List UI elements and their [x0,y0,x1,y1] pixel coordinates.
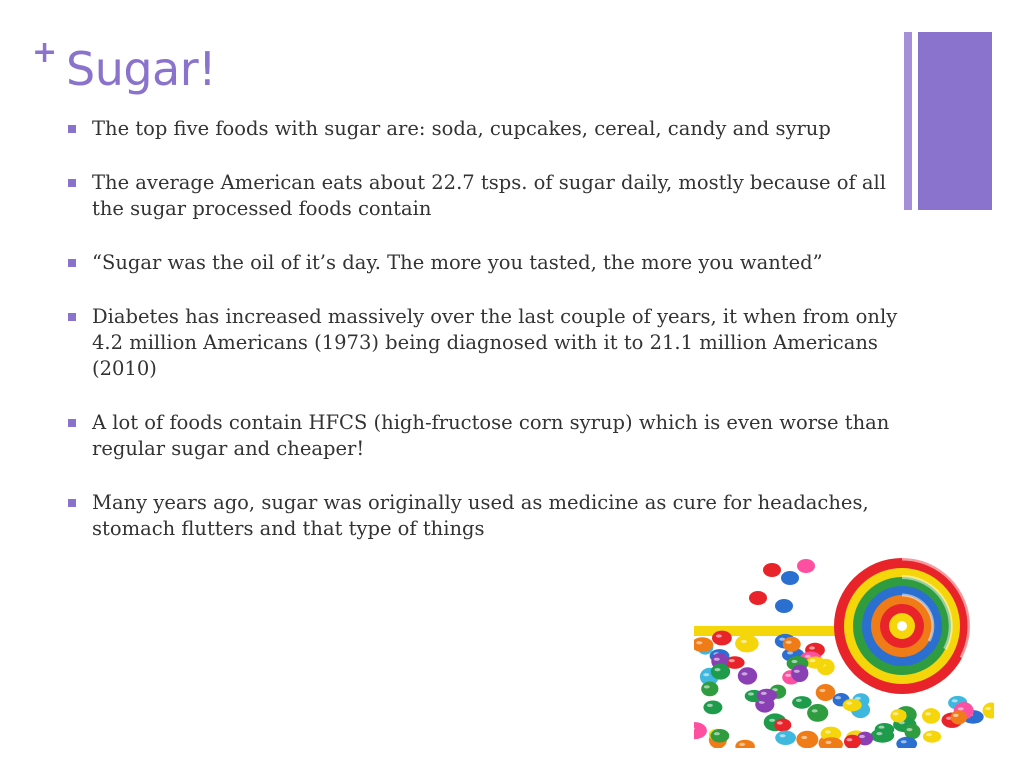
bullet-item [68,490,898,542]
candy-piece [923,731,941,743]
candy-highlight [707,704,713,707]
candy-highlight [777,721,783,724]
candy-highlight [769,719,775,722]
candy-highlight [846,702,852,705]
candy-highlight [835,696,841,699]
candy-piece [871,729,895,743]
bullet-text: A lot of foods contain HFCS (high-fructose corn syrup) which is even worse than regular sugar and cheaper! [92,411,890,460]
candy-piece [806,657,825,669]
candy-highlight [801,736,807,739]
candy-piece [791,665,808,683]
candy-highlight [794,670,800,673]
candy-piece [711,664,730,680]
candy-highlight [907,728,913,731]
candy-highlight [879,726,885,729]
candy-highlight [953,714,959,717]
candy-illustration [694,558,994,748]
candy-piece [735,635,759,653]
candy-highlight [748,692,754,695]
candy-piece [703,701,722,715]
bullet-text: Diabetes has increased massively over the last couple of years, it when from only 4.2 million Americans (1973) being diagnosed with it to 21.1 million Americans (2010) [92,305,898,380]
bullet-list [68,116,898,570]
candy-highlight [825,730,831,733]
candy-highlight [901,740,907,743]
candy-highlight [704,685,710,688]
candy-piece [738,667,757,684]
candy-piece [701,682,718,697]
bullet-text: The top five foods with sugar are: soda, cupcakes, cereal, candy and syrup [92,117,831,140]
candy-highlight [716,634,722,637]
candy-piece [775,731,796,745]
bullet-text: “Sugar was the oil of it’s day. The more you tasted, the more you wanted” [92,251,823,274]
candy-highlight [696,641,702,644]
candy-piece [951,710,967,724]
candy-highlight [876,732,882,735]
candy-piece [757,689,778,702]
candy-highlight [786,641,792,644]
candy-piece [775,599,793,613]
bullet-item [68,116,898,142]
candy-highlight [714,732,720,735]
candy-piece [712,631,732,646]
bullet-text: The average American eats about 22.7 tsps. of sugar daily, mostly because of all the sugar processed foods contain [92,171,887,220]
candy-piece [843,699,862,712]
accent-bar-thin [904,32,912,210]
accent-bar-block [918,32,992,210]
square-bullet-icon [68,313,76,321]
candy-highlight [958,707,964,710]
candy-highlight [826,741,832,744]
candy-piece [792,696,812,709]
candy-highlight [859,735,865,738]
bullet-item [68,410,898,462]
square-bullet-icon [68,259,76,267]
candy-highlight [703,673,709,676]
candy-piece [890,709,906,722]
candy-highlight [893,712,899,715]
candy-piece [797,559,815,573]
candy-piece [783,637,801,652]
candy-piece [922,708,940,724]
candy-highlight [761,692,767,695]
candy-highlight [714,658,720,661]
candy-highlight [742,672,748,675]
candy-highlight [785,674,791,677]
bullet-item [68,304,898,382]
candy-highlight [741,640,747,643]
candy-piece [816,684,836,701]
candy-highlight [952,699,958,702]
candy-highlight [985,707,991,710]
candy-highlight [729,659,735,662]
candy-highlight [780,734,786,737]
candy-highlight [925,712,931,715]
candy-highlight [787,651,793,654]
square-bullet-icon [68,179,76,187]
candy-highlight [926,733,932,736]
candy-highlight [792,660,798,663]
candy-highlight [739,743,745,746]
plus-icon: + [32,35,58,70]
candy-piece [807,704,828,722]
candy-piece [749,591,767,605]
candy-highlight [810,659,816,662]
candy-photo [694,558,994,748]
candy-piece [711,729,730,742]
candy-highlight [812,709,818,712]
candy-highlight [809,646,815,649]
square-bullet-icon [68,499,76,507]
candy-piece [774,719,791,732]
square-bullet-icon [68,125,76,133]
candy-piece [781,571,799,585]
bullet-text: Many years ago, sugar was originally used as medicine as cure for headaches, stomach flutters and that type of things [92,491,869,540]
bullet-item [68,170,898,222]
candy-highlight [796,699,802,702]
candy-highlight [805,655,811,658]
candy-highlight [846,738,852,741]
candy-piece [796,731,818,748]
bullet-item [68,250,898,276]
candy-highlight [820,689,826,692]
square-bullet-icon [68,419,76,427]
slide-title: Sugar! [66,42,217,96]
candy-highlight [715,668,721,671]
candy-piece [763,563,781,577]
